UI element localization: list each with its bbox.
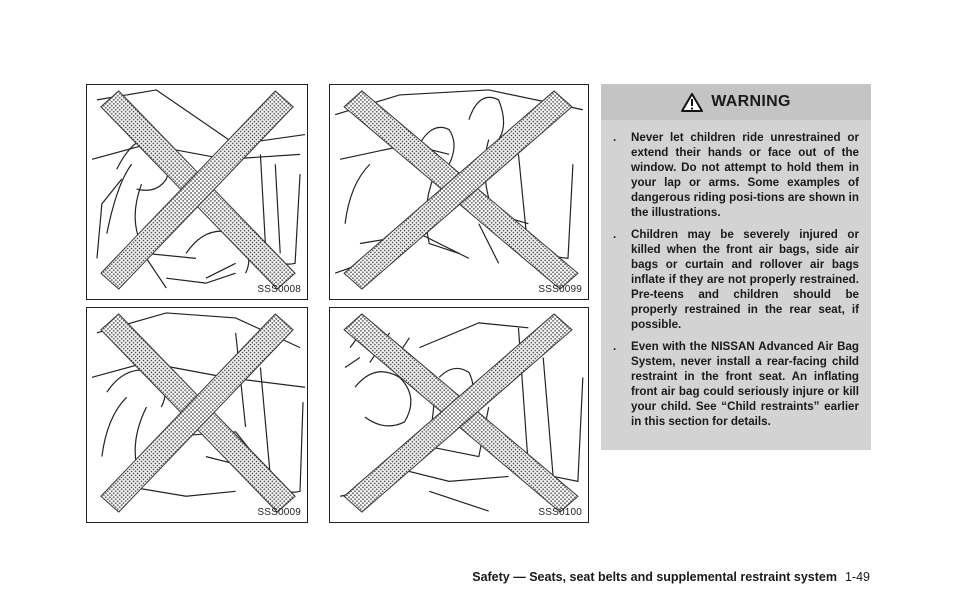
child-leaning-out-illustration [87, 308, 307, 522]
section-title: Safety — Seats, seat belts and supplemental restraint system [472, 570, 837, 584]
illustration-sss0008 [86, 84, 308, 300]
warning-item-text: Children may be severely injured or killed when the front air bags, side air bags or curtain and rollover air bags inflate if they are not properly restrained. Pre-teens and children should be properly restrained in the rear seat, if possible. [631, 228, 859, 331]
illustration-sss0099 [329, 84, 589, 300]
bullet: . [613, 131, 617, 144]
warning-title: WARNING [711, 93, 791, 110]
bullet: . [613, 228, 617, 241]
figure-code: SSS0008 [257, 284, 301, 295]
figure-code: SSS0099 [538, 284, 582, 295]
list-item [613, 227, 859, 332]
page-number: 1-49 [844, 570, 870, 584]
list-item [613, 130, 859, 220]
list-item [613, 339, 859, 429]
warning-box [601, 84, 871, 450]
child-in-lap-illustration [87, 85, 307, 299]
warning-triangle-icon [681, 93, 703, 112]
child-standing-illustration [330, 85, 588, 299]
figure-code: SSS0009 [257, 507, 301, 518]
figure-code: SSS0100 [538, 507, 582, 518]
warning-item-text: Even with the NISSAN Advanced Air Bag System, never install a rear-facing child restraint in the front seat. An inflating front air bag could seriously injure or kill your child. See “Child restraints” earlier in this section for details. [631, 340, 859, 428]
illustration-sss0100 [329, 307, 589, 523]
bullet: . [613, 340, 617, 353]
illustration-sss0009 [86, 307, 308, 523]
page-footer [472, 570, 870, 584]
warning-header [601, 84, 871, 120]
warning-item-text: Never let children ride unrestrained or extend their hands or face out of the window. Do not attempt to hold them in your lap or arms. Some examples of dangerous riding posi-tions are shown in the illustrations. [631, 131, 859, 219]
warning-list [601, 120, 871, 429]
rear-facing-seat-airbag-illustration [330, 308, 588, 522]
